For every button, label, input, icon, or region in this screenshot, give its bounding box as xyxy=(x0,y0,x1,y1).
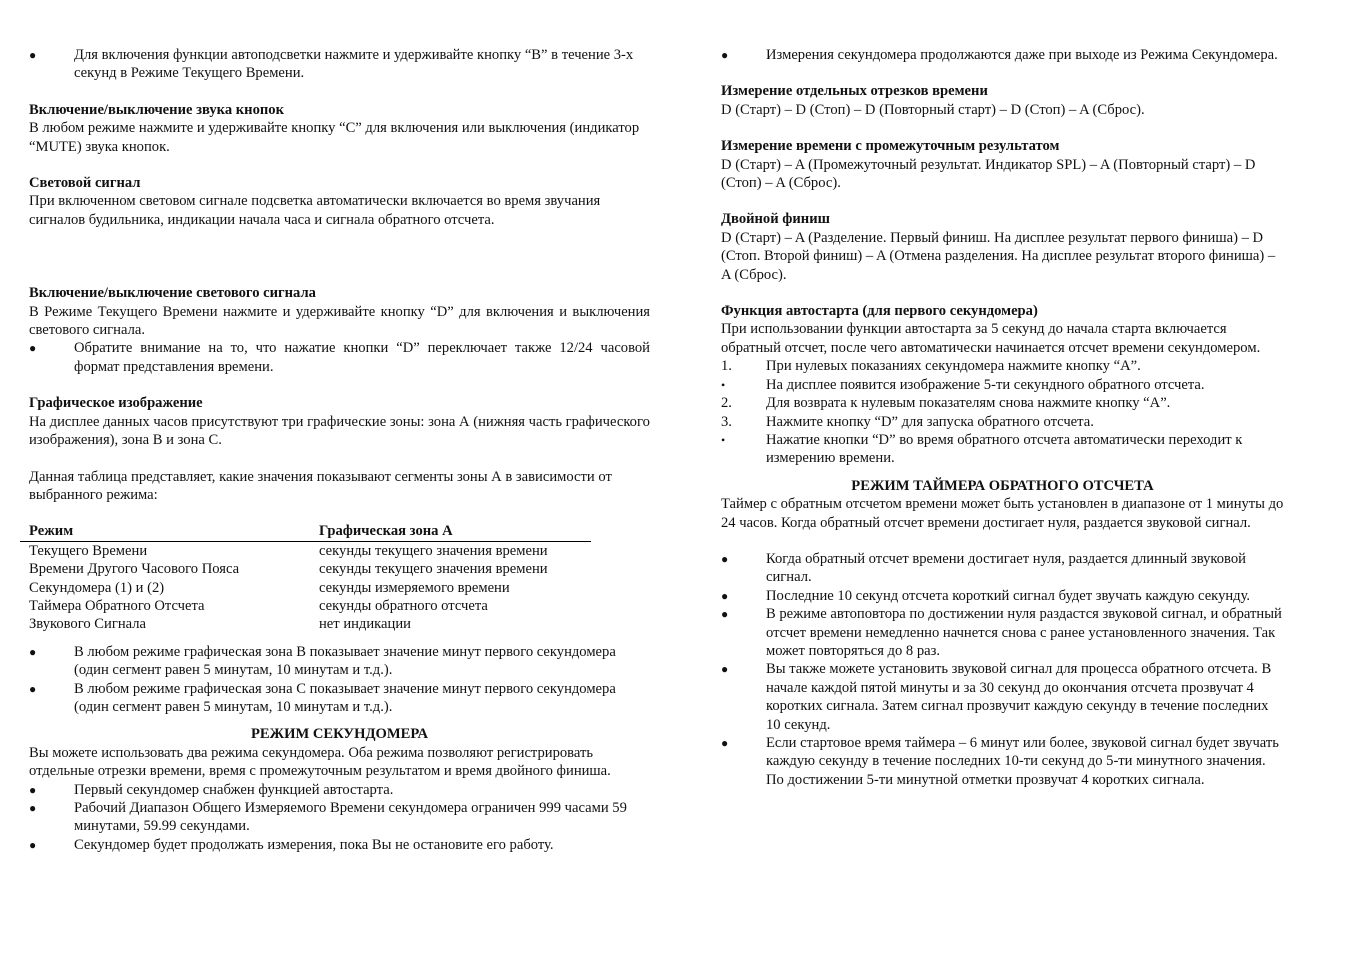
col-mode-header: Режим xyxy=(29,523,74,540)
list-item xyxy=(29,781,650,799)
right-column xyxy=(721,46,1284,789)
list-item xyxy=(721,734,1284,789)
zone-b-note: В любом режиме графическая зона В показывает значение минут первого секундомера (один сегмент равен 5 минутам, 10 минутам и т.д.). xyxy=(74,643,616,679)
col-zone-header: Графическая зона А xyxy=(319,523,453,540)
table-row xyxy=(20,542,591,560)
cell-mode: Секундомера (1) и (2) xyxy=(29,579,165,596)
autostart-step: При нулевых показаниях секундомера нажмите кнопку “A”. xyxy=(766,358,1141,375)
zone-a-table xyxy=(20,522,591,633)
bullet-icon: ● xyxy=(721,662,729,677)
list-item xyxy=(29,339,650,376)
table-row xyxy=(20,579,591,597)
bullet-icon: ● xyxy=(29,782,37,797)
autolight-note: Для включения функции автоподсветки нажмите и удерживайте кнопку “B” в течение 3-х секунд в Режиме Текущего Времени. xyxy=(74,47,634,82)
timer-heading: РЕЖИМ ТАЙМЕРА ОБРАТНОГО ОТСЧЕТА xyxy=(851,477,1154,494)
stopwatch-text: Вы можете использовать два режима секундомера. Оба режима позволяют регистрировать отдельные отрезки времени, время с промежуточным результатом и время двойного финиша. xyxy=(29,744,611,780)
continue-note: Измерения секундомера продолжаются даже при выходе из Режима Секундомера. xyxy=(766,47,1278,63)
list-marker: 3. xyxy=(721,413,732,430)
timer-bullet: Если стартовое время таймера – 6 минут или более, звуковой сигнал будет звучать каждую секунду в течение последних 10-ти секунд до 5-ти минутного значения. По достижении 5-ти минутной отметки прозвучат 4 коротких сигнала. xyxy=(766,735,1279,788)
split-heading: Измерение времени с промежуточным результатом xyxy=(721,138,1060,155)
double-finish-text: D (Старт) – A (Разделение. Первый финиш. На дисплее результат первого финиша) – D (Стоп. Второй финиш) – A (Отмена разделения. На дисплее результат второго финиша) – A (Сброс). xyxy=(721,229,1276,283)
cell-mode: Звукового Сигнала xyxy=(29,616,147,633)
list-item xyxy=(721,357,1284,375)
cell-zone: секунды текущего значения времени xyxy=(319,542,548,559)
list-item xyxy=(721,46,1284,64)
list-marker: 1. xyxy=(721,358,732,375)
stopwatch-bullet: Первый секундомер снабжен функцией автостарта. xyxy=(74,781,394,798)
graph-text: На дисплее данных часов присутствуют три графические зоны: зона А (нижняя часть графического изображения), зона В и зона С. xyxy=(29,413,650,449)
stopwatch-heading: РЕЖИМ СЕКУНДОМЕРА xyxy=(251,726,428,743)
lighton-heading: Включение/выключение светового сигнала xyxy=(29,285,316,302)
list-item xyxy=(721,550,1284,587)
segment-text: D (Старт) – D (Стоп) – D (Повторный старт) – D (Стоп) – A (Сброс). xyxy=(721,101,1145,118)
stopwatch-bullet: Рабочий Диапазон Общего Измеряемого Времени секундомера ограничен 999 часами 59 минутами, 59.99 секундами. xyxy=(74,800,627,835)
bullet-icon: ● xyxy=(29,644,37,659)
timer-bullet: В режиме автоповтора по достижении нуля раздастся звуковой сигнал, и обратный отсчет времени немедленно начнется снова с ранее установленного значения. Так может повторяться до 8 раз. xyxy=(766,606,1282,659)
graph-heading: Графическое изображение xyxy=(29,395,203,412)
double-finish-heading: Двойной финиш xyxy=(721,211,830,228)
autostart-text: При использовании функции автостарта за 5 секунд до начала старта включается обратный отсчет, после чего автоматически начинается отсчет времени секундомером. xyxy=(721,321,1261,356)
cell-zone: нет индикации xyxy=(319,616,411,633)
list-item xyxy=(721,394,1284,412)
list-item xyxy=(721,660,1284,734)
table-row xyxy=(20,615,591,633)
timer-bullet: Когда обратный отсчет времени достигает нуля, раздается длинный звуковой сигнал. xyxy=(766,550,1246,586)
timer-bullet: Последние 10 секунд отсчета короткий сигнал будет звучать каждую секунду. xyxy=(766,587,1251,604)
table-intro: Данная таблица представляет, какие значения показывают сегменты зоны А в зависимости от выбранного режима: xyxy=(29,468,612,503)
autostart-step: Нажатие кнопки “D” во время обратного отсчета автоматически переходит к измерению времени. xyxy=(766,431,1243,467)
cell-zone: секунды обратного отсчета xyxy=(319,597,488,614)
list-item xyxy=(29,799,650,836)
bullet-icon: • xyxy=(721,377,726,392)
bullet-icon: ● xyxy=(29,48,37,62)
autostart-heading: Функция автостарта (для первого секундомера) xyxy=(721,303,1038,320)
cell-mode: Таймера Обратного Отсчета xyxy=(29,597,205,614)
list-item xyxy=(721,431,1284,468)
stopwatch-bullet: Секундомер будет продолжать измерения, пока Вы не остановите его работу. xyxy=(74,836,554,853)
timer-bullet: Вы также можете установить звуковой сигнал для процесса обратного отсчета. В начале каждой пятой минуты и за 30 секунд до окончания отсчета прозвучат 4 коротких сигнала. Затем сигнал прозвучит каждую секунду в течение последних 10 секунд. xyxy=(766,661,1272,733)
bullet-icon: ● xyxy=(29,341,37,356)
left-column xyxy=(29,46,650,854)
sound-heading: Включение/выключение звука кнопок xyxy=(29,101,285,118)
bullet-icon: ● xyxy=(29,837,37,852)
autostart-step: Для возврата к нулевым показателям снова нажмите кнопку “A”. xyxy=(766,395,1171,412)
sound-text: В любом режиме нажмите и удерживайте кнопку “C” для включения или выключения (индикатор “MUTE) звука кнопок. xyxy=(29,120,640,155)
autostart-step: На дисплее появится изображение 5-ти секундного обратного отсчета. xyxy=(766,376,1205,393)
bullet-icon: ● xyxy=(721,48,729,62)
autostart-step: Нажмите кнопку “D” для запуска обратного отсчета. xyxy=(766,413,1094,430)
list-item xyxy=(29,46,650,83)
bullet-icon: • xyxy=(721,432,726,447)
light-heading: Световой сигнал xyxy=(29,175,141,192)
list-item xyxy=(29,680,650,717)
bullet-icon: ● xyxy=(721,736,729,750)
cell-mode: Времени Другого Часового Пояса xyxy=(29,561,240,578)
lighton-bullet: Обратите внимание на то, что нажатие кнопки “D” переключает также 12/24 часовой формат представления времени. xyxy=(74,340,650,375)
table-row xyxy=(20,560,591,578)
table-header xyxy=(20,522,591,541)
light-text: При включенном световом сигнале подсветка автоматически включается во время звучания сигналов будильника, индикации начала часа и сигнала обратного отсчета. xyxy=(29,193,601,228)
list-item xyxy=(29,643,650,680)
cell-mode: Текущего Времени xyxy=(29,542,148,559)
table-row xyxy=(20,597,591,615)
list-item xyxy=(721,605,1284,660)
bullet-icon: ● xyxy=(29,801,37,815)
list-marker: 2. xyxy=(721,395,732,412)
cell-zone: секунды измеряемого времени xyxy=(319,579,510,596)
list-item xyxy=(29,836,650,854)
bullet-icon: ● xyxy=(721,551,729,566)
lighton-text: В Режиме Текущего Времени нажмите и удерживайте кнопку “D” для включения и выключения светового сигнала. xyxy=(29,303,650,339)
timer-text: Таймер с обратным отсчетом времени может быть установлен в диапазоне от 1 минуты до 24 часов. Когда обратный отсчет времени достигает нуля, раздается звуковой сигнал. xyxy=(721,496,1284,531)
bullet-icon: ● xyxy=(721,588,729,603)
list-item xyxy=(721,413,1284,431)
list-item xyxy=(721,587,1284,605)
segment-heading: Измерение отдельных отрезков времени xyxy=(721,83,988,100)
list-item xyxy=(721,376,1284,394)
split-text: D (Старт) – A (Промежуточный результат. Индикатор SPL) – A (Повторный старт) – D (Стоп) – A (Сброс). xyxy=(721,156,1256,192)
cell-zone: секунды текущего значения времени xyxy=(319,561,548,578)
bullet-icon: ● xyxy=(721,607,729,622)
zone-c-note: В любом режиме графическая зона С показывает значение минут первого секундомера (один сегмент равен 5 минутам, 10 минутам и т.д.). xyxy=(74,680,616,715)
bullet-icon: ● xyxy=(29,681,37,696)
